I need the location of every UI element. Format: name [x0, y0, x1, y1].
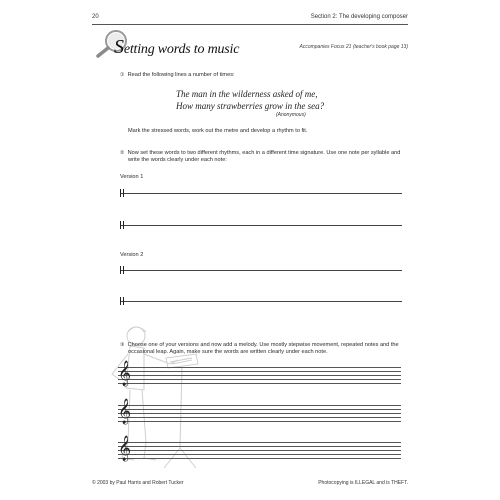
double-barline [120, 266, 121, 274]
double-barline [123, 266, 124, 274]
double-barline [123, 189, 124, 197]
copyright-notice: © 2003 by Paul Harris and Robert Tucker [92, 479, 184, 486]
item-3-text-1: Choose one of your versions and now add a melody. Use mostly stepwise movement, repeated notes and the [127, 342, 399, 348]
version-1-label: Version 1 [120, 174, 144, 180]
double-barline [120, 297, 121, 305]
item-1-number: ① [120, 72, 125, 78]
poem [176, 88, 324, 112]
treble-clef-icon: 𝄞 [118, 361, 132, 386]
rhythm-line[interactable] [120, 301, 402, 302]
section-heading: Section 2: The developing composer [310, 14, 408, 20]
item-3-number: ③ [120, 342, 125, 348]
rhythm-line[interactable] [120, 270, 402, 271]
music-stave[interactable] [118, 399, 401, 424]
poem-attribution: (Anonymous) [276, 112, 306, 118]
poem-line-1: The man in the wilderness asked of me, [176, 89, 318, 99]
accompanies-note: Accompanies Focus 21 (teacher's book page 13) [299, 44, 408, 50]
double-barline [123, 221, 124, 229]
item-3-instruction [120, 342, 410, 357]
music-stave[interactable] [118, 436, 401, 461]
rhythm-line[interactable] [120, 225, 402, 226]
title-initial: S [114, 36, 124, 58]
item-3-text-2: occasional leap. Again, make sure the words are written clearly under each note. [128, 349, 328, 356]
title-rest: etting words to music [123, 42, 240, 57]
rhythm-line[interactable] [120, 193, 402, 194]
header-rule [92, 24, 408, 25]
page-number: 20 [92, 14, 99, 20]
treble-clef-icon: 𝄞 [118, 436, 132, 461]
item-1-follow-up: Mark the stressed words, work out the metre and develop a rhythm to fit. [128, 128, 308, 134]
item-1-text: Read the following lines a number of times: [127, 72, 235, 78]
double-barline [120, 189, 121, 197]
page-title [114, 36, 239, 59]
music-stave[interactable] [118, 361, 401, 386]
item-2-instruction [120, 150, 410, 165]
version-2-label: Version 2 [120, 252, 144, 258]
item-2-text-1: Now set these words to two different rhythms, each in a different time signature. Use one note per syllable and [127, 150, 401, 156]
item-1-instruction [120, 72, 235, 79]
item-2-text-2: write the words clearly under each note: [128, 157, 227, 164]
treble-clef-icon: 𝄞 [118, 399, 132, 424]
double-barline [120, 221, 121, 229]
photocopy-notice: Photocopying is ILLEGAL and is THEFT. [318, 479, 408, 486]
item-2-number: ② [120, 150, 125, 156]
double-barline [123, 297, 124, 305]
poem-line-2: How many strawberries grow in the sea? [176, 101, 325, 111]
